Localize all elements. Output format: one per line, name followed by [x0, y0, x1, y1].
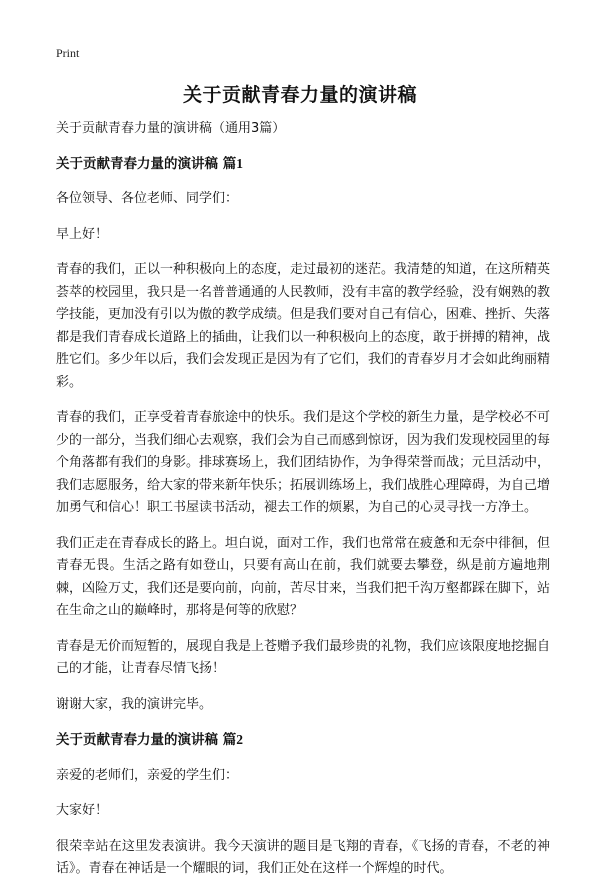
paragraph-salutation: 亲爱的老师们，亲爱的学生们：	[56, 767, 239, 783]
section-heading-2	[56, 729, 550, 752]
paragraph-salutation: 各位领导、各位老师、同学们：	[56, 191, 239, 206]
paragraph: 我们正走在青春成长的路上。坦白说，面对工作，我们也常常在疲惫和无奈中徘徊，但青春无畏。生活之路有如登山，只要有高山在前，我们就要去攀登，纵是前方遍地荆棘，凶险万丈，我们还是要向前，向前，苦尽甘来，当我们把千沟万壑都踩在脚下，站在生命之山的巅峰时，那将是何等的欣慰？	[56, 535, 551, 618]
document-title: 关于贡献青春力量的演讲稿	[182, 84, 417, 106]
section-heading-text: 关于贡献青春力量的演讲稿 篇	[56, 155, 237, 172]
section-heading-text: 关于贡献青春力量的演讲稿 篇	[56, 732, 237, 748]
document-body	[56, 118, 550, 894]
paragraph: 青春的我们，正以一种积极向上的态度，走过最初的迷茫。我清楚的知道，在这所精英荟萃的校园里，我只是一名普普通通的人民教师，没有丰富的教学经验，没有娴熟的教学技能，更加没有引以为傲的教学成绩。但是我们要对自己有信心，困难、挫折、失落都是我们青春成长道路上的插曲，让我们以一种积极向上的态度，敢于拼搏的精神，战胜它们。多少年以后，我们会发现正是因为有了它们，我们的青春岁月才会如此绚丽精彩。	[56, 262, 551, 390]
paragraph-greeting: 早上好！	[56, 226, 109, 242]
section-heading-number: 2	[236, 732, 243, 747]
paragraph: 青春的我们，正享受着青春旅途中的快乐。我们是这个学校的新生力量，是学校必不可少的一部分，当我们细心去观察，我们会为自己而感到惊讶，因为我们发现校园里的每个角落都有我们的身影。排球赛场上，我们团结协作，为争得荣誉而战；元旦活动中，我们志愿服务，给大家的带来新年快乐；拓展训练场上，我们战胜心理障碍，为自己增加勇气和信心！职工书屋读书活动，褪去工作的烦累，为自己的心灵寻找一方净土。	[56, 410, 551, 515]
section-heading-number: 1	[236, 155, 243, 171]
print-link[interactable]: Print	[56, 46, 80, 60]
section-heading-1	[56, 153, 550, 176]
paragraph-closing: 谢谢大家，我的演讲完毕。	[56, 696, 213, 712]
paragraph: 青春是无价而短暂的，展现自我是上苍赠予我们最珍贵的礼物，我们应该限度地挖掘自己的才能，让青春尽情飞扬！	[56, 638, 551, 676]
paragraph: 很荣幸站在这里发表演讲。我今天演讲的题目是飞翔的青春，《飞扬的青春，不老的神话》。青春在神话是一个耀眼的词，我们正处在这样一个辉煌的时代。	[56, 838, 550, 876]
paragraph-greeting: 大家好！	[56, 803, 109, 818]
document-subtitle: 关于贡献青春力量的演讲稿（通用3篇）	[56, 121, 286, 136]
